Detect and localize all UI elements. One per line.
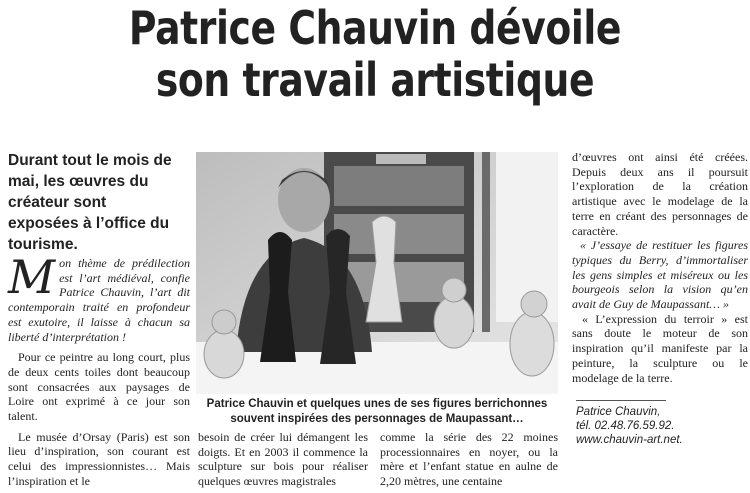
paragraph: Pour ce peintre au long court, plus de deux cents toiles dont beaucoup sont consacrées aux paysages de Loire ont exprimé à ce jour son talent. [8,350,190,424]
signature-phone: tél. 02.48.76.59.92. [576,420,675,432]
contact-signature [576,405,746,447]
signature-name: Patrice Chauvin, [576,406,661,418]
paragraph: besoin de créer lui démangent les doigts. Et en 2003 il commence la sculpture sur bois pour réaliser quelques œuvres magistrales [198,430,368,489]
article-lead: Durant tout le mois de mai, les œuvres du créateur sont exposées à l’office du tourisme. [8,152,172,253]
intro-paragraph [8,250,190,344]
drop-cap: M [8,250,56,304]
article-column-1 [8,250,190,489]
intro-text: on thème de prédilection est l’art médiéval, confie Patrice Chauvin, l’art dit contemporain traité en profondeur est exutoire, il laisse à chacun sa liberté d’interprétation ! [8,256,190,344]
quote-paragraph: « J’essaye de restituer les figures typiques du Berry, d’immortaliser les gens simples et miséreux ou les bourgeois selon la vision qu’en avait de Guy de Maupassant… » [572,238,748,312]
paragraph: « L’expression du terroir » est sans doute le moteur de son inspiration qu’il manifeste par la peinture, la sculpture ou le modelage de la terre. [572,311,748,385]
article-column-2 [198,430,368,489]
paragraph: d’œuvres ont ainsi été créées. Depuis deux ans il poursuit l’exploration de la création artistique avec le modelage de la terre en créant des personnages de caractère. [572,150,748,238]
paragraph: comme la série des 22 moines processionnaires en noyer, ou la mère et l’enfant statue en aulne de 2,20 mètres, une centaine [380,430,558,489]
headline-line-1: Patrice Chauvin dévoile [128,1,622,55]
headline-line-2: son travail artistique [155,53,595,107]
article-photo [196,152,558,394]
article-column-3 [380,430,558,489]
paragraph: Le musée d’Orsay (Paris) est son lieu d’inspiration, son courant est celui des impressionnistes… Mais l’inspiration et le [8,429,190,488]
article-column-4 [572,150,748,385]
article-headline [68,2,683,106]
photo-caption: Patrice Chauvin et quelques unes de ses figures berrichonnes souvent inspirées des personnages de Maupassant… [206,398,548,425]
signature-website: www.chauvin-art.net. [576,434,683,446]
signature-divider [576,400,666,401]
